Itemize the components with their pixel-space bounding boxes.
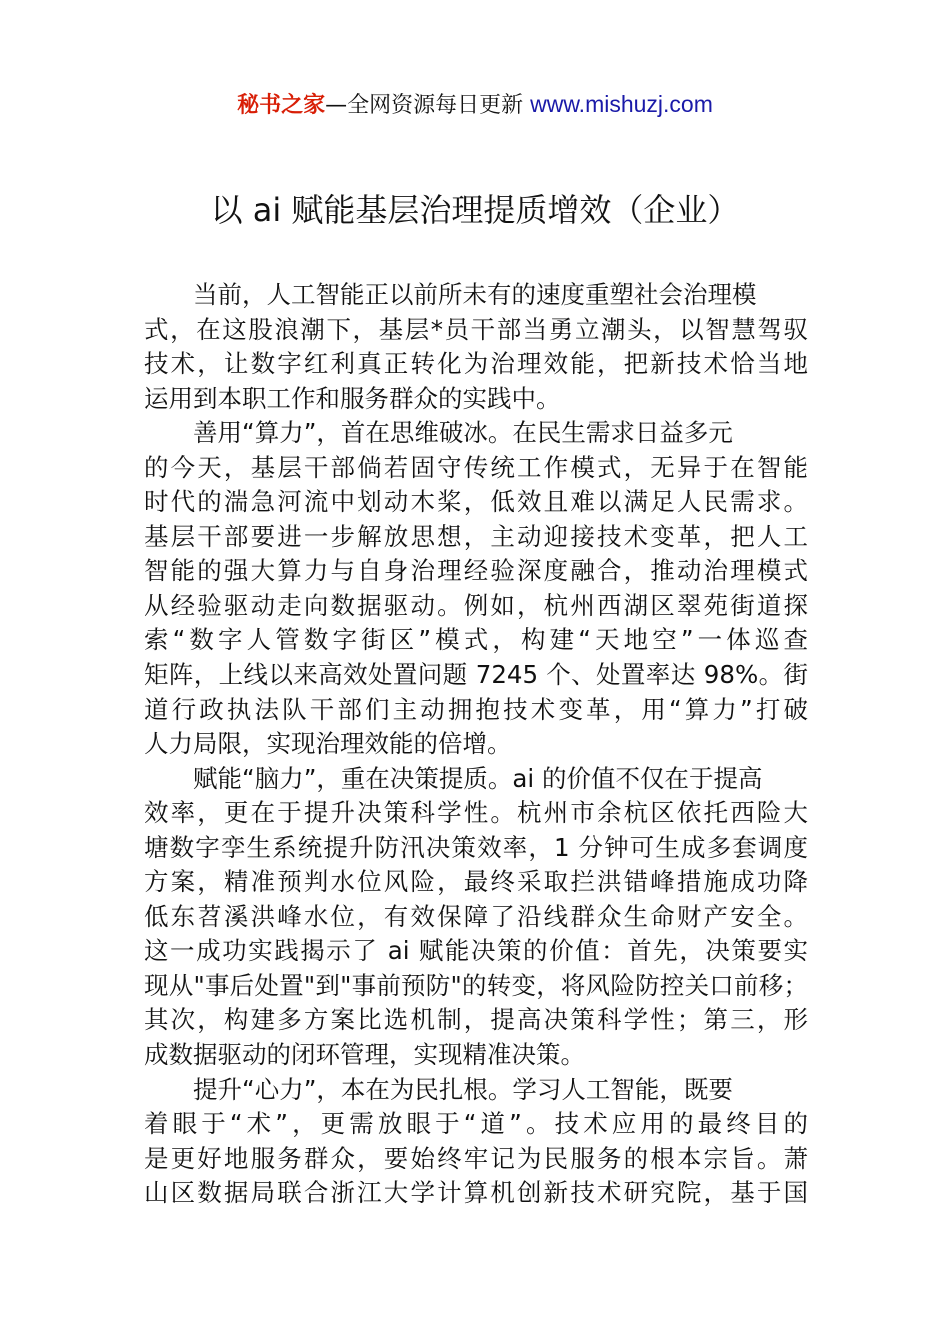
site-brand: 秘书之家 — [237, 93, 326, 118]
document-body — [144, 278, 808, 1211]
body-line: 索“数字人管数字街区”模式，构建“天地空”一体巡查 — [144, 625, 808, 655]
body-line: 运用到本职工作和服务群众的实践中。 — [144, 383, 561, 413]
body-line: 技术，让数字红利真正转化为治理效能，把新技术恰当地 — [144, 349, 808, 379]
body-line: 道行政执法队干部们主动拥抱技术变革，用“算力”打破 — [144, 694, 808, 724]
body-line: 时代的湍急河流中划动木桨，低效且难以满足人民需求。 — [144, 487, 808, 517]
document-title: 以 ai 赋能基层治理提质增效（企业） — [210, 191, 740, 229]
body-line: 当前，人工智能正以前所未有的速度重塑社会治理模 — [193, 280, 757, 309]
body-line: 现从"事后处置"到"事前预防"的转变，将风险防控关口前移； — [144, 970, 808, 1000]
body-line: 善用“算力”，首在思维破冰。在民生需求日益多元 — [193, 418, 733, 448]
body-line: 这一成功实践揭示了 ai 赋能决策的价值：首先，决策要实 — [144, 936, 808, 966]
body-line: 人力局限，实现治理效能的倍增。 — [144, 729, 512, 759]
body-line: 矩阵，上线以来高效处置问题 7245 个、处置率达 98%。街 — [144, 660, 808, 690]
body-line: 其次，构建多方案比选机制，提高决策科学性；第三，形 — [144, 1005, 808, 1035]
body-line: 效率，更在于提升决策科学性。杭州市余杭区依托西险大 — [144, 798, 808, 828]
site-tagline: —全网资源每日更新 — [325, 93, 531, 118]
body-line: 基层干部要进一步解放思想，主动迎接技术变革，把人工 — [144, 521, 808, 551]
body-line: 赋能“脑力”，重在决策提质。ai 的价值不仅在于提高 — [193, 763, 763, 793]
body-line: 提升“心力”，本在为民扎根。学习人工智能，既要 — [193, 1074, 733, 1104]
body-line: 从经验驱动走向数据驱动。例如，杭州西湖区翠苑街道探 — [144, 590, 808, 620]
body-line: 的今天，基层干部倘若固守传统工作模式，无异于在智能 — [144, 452, 808, 482]
site-header — [0, 88, 950, 122]
body-line: 低东苕溪洪峰水位，有效保障了沿线群众生命财产安全。 — [144, 901, 808, 931]
body-line: 智能的强大算力与自身治理经验深度融合，推动治理模式 — [144, 556, 808, 586]
body-line: 方案，精准预判水位风险，最终采取拦洪错峰措施成功降 — [144, 867, 808, 897]
body-line: 着眼于“术”，更需放眼于“道”。技术应用的最终目的 — [144, 1109, 808, 1139]
body-line: 山区数据局联合浙江大学计算机创新技术研究院，基于国 — [144, 1178, 808, 1208]
body-line: 塘数字孪生系统提升防汛决策效率，1 分钟可生成多套调度 — [144, 832, 808, 862]
body-line: 成数据驱动的闭环管理，实现精准决策。 — [144, 1040, 585, 1070]
site-url-link[interactable]: www.mishuzj.com — [530, 91, 713, 117]
body-line: 是更好地服务群众，要始终牢记为民服务的根本宗旨。萧 — [144, 1143, 808, 1173]
body-line: 式，在这股浪潮下，基层*员干部当勇立潮头，以智慧驾驭 — [144, 314, 808, 344]
